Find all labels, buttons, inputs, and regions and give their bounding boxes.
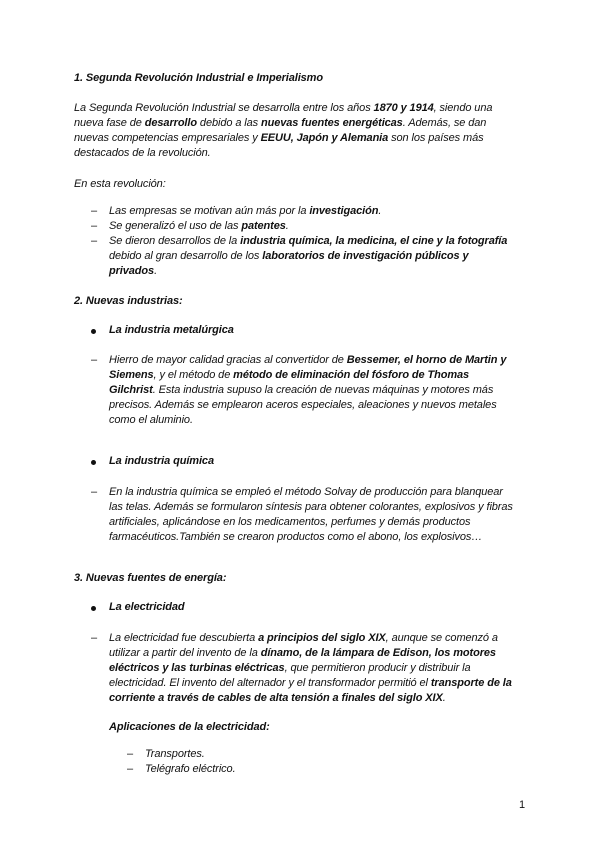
list1-item-3-line-3: privados. <box>109 265 158 277</box>
list1-item-3-line-2: debido al gran desarrollo de los laboratorios de investigación públicos y <box>109 250 469 262</box>
metal-line-4: precisos. Además se emplearon aceros especiales, aleaciones y nuevos metales <box>109 399 497 411</box>
metal-line-5: como el aluminio. <box>109 414 193 426</box>
intro-line-1: La Segunda Revolución Industrial se desarrolla entre los años 1870 y 1914, siendo una <box>74 102 493 114</box>
intro-line-4: destacados de la revolución. <box>74 147 211 159</box>
heading-section-1: 1. Segunda Revolución Industrial e Imperialismo <box>74 72 323 84</box>
dash-bullet: – <box>127 748 134 760</box>
dash-bullet: – <box>91 235 98 247</box>
intro-line-3: nuevas competencias empresariales y EEUU, Japón y Alemania son los países más <box>74 132 484 144</box>
elec-line-2: utilizar a partir del invento de la dínamo, de la lámpara de Edison, los motores <box>109 647 496 659</box>
metal-line-2: Siemens, y el método de método de eliminación del fósforo de Thomas <box>109 369 470 381</box>
dash-bullet: – <box>91 486 98 498</box>
elec-line-3: eléctricos y las turbinas eléctricas, que permitieron producir y distribuir la <box>109 662 471 674</box>
heading-section-3: 3. Nuevas fuentes de energía: <box>74 572 227 584</box>
metal-line-3: Gilchrist. Esta industria supuso la creación de nuevas máquinas y motores más <box>109 384 494 396</box>
bullet-dot <box>91 606 96 611</box>
elec-line-1: La electricidad fue descubierta a principios del siglo XIX, aunque se comenzó a <box>109 632 498 644</box>
metal-title: La industria metalúrgica <box>109 324 234 336</box>
dash-bullet: – <box>91 205 98 217</box>
chem-title: La industria química <box>109 455 214 467</box>
dash-bullet: – <box>91 354 98 366</box>
elec-title: La electricidad <box>109 601 185 613</box>
list1-item-1: Las empresas se motivan aún más por la investigación. <box>109 205 382 217</box>
bullet-dot <box>91 460 96 465</box>
elec-line-4: electricidad. El invento del alternador y el transformador permitió el transporte de la <box>109 677 512 689</box>
chem-line-2: las telas. Además se formularon síntesis para obtener colorantes, explosivos y fibras <box>109 501 513 513</box>
elec-line-5: corriente a través de cables de alta tensión a finales del siglo XIX. <box>109 692 446 704</box>
chem-line-1: En la industria química se empleó el método Solvay de producción para blanquear <box>109 486 503 498</box>
list1-item-2: Se generalizó el uso de las patentes. <box>109 220 289 232</box>
dash-bullet: – <box>91 220 98 232</box>
page-number: 1 <box>519 799 526 811</box>
heading-section-2: 2. Nuevas industrias: <box>74 295 183 307</box>
elec-app-item: Telégrafo eléctrico. <box>145 763 236 775</box>
list1-item-3-line-1: Se dieron desarrollos de la industria química, la medicina, el cine y la fotografía <box>109 235 508 247</box>
intro-line-2: nueva fase de desarrollo debido a las nuevas fuentes energéticas. Además, se dan <box>74 117 487 129</box>
chem-line-4: farmacéuticos.También se crearon productos como el abono, los explosivos… <box>109 531 483 543</box>
metal-line-1: Hierro de mayor calidad gracias al convertidor de Bessemer, el horno de Martin y <box>109 354 507 366</box>
dash-bullet: – <box>91 632 98 644</box>
dash-bullet: – <box>127 763 134 775</box>
elec-app-item: Transportes. <box>145 748 205 760</box>
bullet-dot <box>91 329 96 334</box>
chem-line-3: artificiales, aplicándose en los medicamentos, perfumes y demás productos <box>109 516 471 528</box>
elec-apps-title: Aplicaciones de la electricidad: <box>109 721 270 733</box>
in-this-revolution: En esta revolución: <box>74 178 166 190</box>
